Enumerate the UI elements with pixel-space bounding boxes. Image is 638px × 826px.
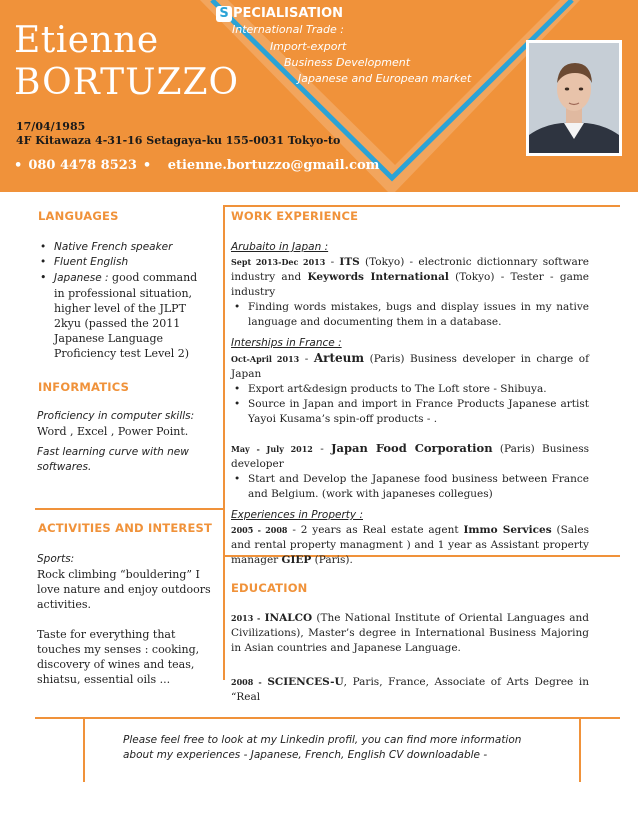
school-sciences: SCIENCES-U <box>267 676 344 688</box>
sports-text: Rock climbing “bouldering” I love nature and enjoy outdoors activities. <box>37 568 211 611</box>
sciences-text: , Paris, France, Associate of Arts Degree in “Real <box>231 676 590 703</box>
first-name: Etienne <box>14 20 159 61</box>
phone-number[interactable]: 080 4478 8523 <box>28 158 137 173</box>
jfc-date: May - July 2012 <box>231 444 313 454</box>
company-jfc: Japan Food Corporation <box>331 441 493 455</box>
list-item: • Source in Japan and import in France Products Japanese artist Yayoi Kusama’s spin-off products - . <box>231 397 589 427</box>
japanese-text: good command in professional situation, higher level of the JLPT 2kyu (passed the 2011 Japanese Language Proficiency test Level 2) <box>54 271 198 360</box>
japan-label: Arubaito in Japan : <box>231 241 329 253</box>
property-text: - 2 years as Real estate agent <box>287 524 464 536</box>
last-name: BORTUZZO <box>14 62 240 103</box>
japan-date: Sept 2013-Dec 2013 <box>231 257 326 267</box>
divider <box>35 717 620 719</box>
company-arteum: Arteum <box>313 351 365 365</box>
skills-label: Proficiency in computer skills: <box>37 410 195 422</box>
languages-title: LANGUAGES <box>38 209 119 223</box>
property-text: (Paris). <box>311 554 353 566</box>
specialisation-item: Import-export <box>270 40 347 53</box>
education-content <box>231 611 589 705</box>
header-banner <box>0 0 638 192</box>
separator: - <box>299 353 314 365</box>
sciences-date: 2008 - <box>231 677 262 687</box>
property-text: (Sales and rental property managment ) and 1 year as Assistant property manager <box>231 524 589 566</box>
learning-text: Fast learning curve with new softwares. <box>37 446 189 473</box>
footer-note <box>123 733 543 763</box>
work-content <box>231 240 589 568</box>
japan-text: (Tokyo) - Tester - game industry <box>231 271 589 298</box>
list-item: • Start and Develop the Japanese food business between France and Belgium. (work with japaneses collegues) <box>231 472 589 502</box>
education-title: EDUCATION <box>231 581 308 595</box>
footer-line: about my experiences - Japanese, French, English CV downloadable - <box>123 749 488 761</box>
birth-date: 17/04/1985 <box>16 120 86 133</box>
footer-line: Please feel free to look at my Linkedin profil, you can find more information <box>123 734 522 746</box>
column-divider <box>223 205 225 680</box>
separator: - <box>312 443 332 455</box>
japanese-label: Japanese : <box>54 272 109 284</box>
company-immo: Immo Services <box>463 524 552 536</box>
specialisation-item: Business Development <box>284 56 411 69</box>
work-title: WORK EXPERIENCE <box>231 209 359 223</box>
activities-title: ACTIVITIES AND INTEREST <box>38 521 213 535</box>
bullet: • <box>142 158 152 173</box>
jfc-text: (Paris) Business developer <box>231 443 590 470</box>
address: 4F Kitawaza 4-31-16 Setagaya-ku 155-0031 Tokyo-to <box>16 134 341 147</box>
property-label: Experiences in Property : <box>231 509 363 521</box>
informatics-title: INFORMATICS <box>38 380 130 394</box>
school-inalco: INALCO <box>264 612 313 624</box>
contact-line <box>14 158 385 173</box>
specialisation-title-rest: PECIALISATION <box>233 6 344 21</box>
informatics-content <box>37 409 212 475</box>
property-date: 2005 - 2008 <box>231 525 288 535</box>
separator: - <box>325 256 340 268</box>
skills-text: Word , Excel , Power Point. <box>37 425 189 438</box>
taste-text: Taste for everything that touches my senses : cooking, discovery of wines and teas, shiatsu, essential oils ... <box>37 628 200 686</box>
list-item: • Finding words mistakes, bugs and display issues in my native language and documenting them in a database. <box>231 300 589 330</box>
company-giep: GIEP <box>281 554 312 566</box>
inalco-date: 2013 - <box>231 613 261 623</box>
email-link[interactable]: etienne.bortuzzo@gmail.com <box>167 158 380 173</box>
portrait-photo <box>526 40 622 156</box>
divider <box>35 508 223 510</box>
specialisation-initial: S <box>216 6 232 22</box>
arteum-date: Oct-April 2013 <box>231 354 300 364</box>
specialisation-item: Japanese and European market <box>298 72 472 85</box>
list-item: • Export art&design products to The Loft store - Shibuya. <box>231 382 589 397</box>
company-its: ITS <box>339 256 360 268</box>
sports-label: Sports: <box>37 553 75 565</box>
france-label: Interships in France : <box>231 337 342 349</box>
activities-content <box>37 552 212 687</box>
inalco-text: (The National Institute of Oriental Languages and Civilizations), Master’s degree in International Business Majoring in Asian countries and Japanese Language. <box>231 612 589 654</box>
languages-list <box>37 240 207 361</box>
footer-divider <box>579 717 581 782</box>
bullet: • <box>14 158 23 173</box>
arteum-text: (Paris) Business developer in charge of Japan <box>231 353 590 380</box>
portrait-photo-icon <box>529 43 619 153</box>
list-item <box>37 270 207 361</box>
japan-text: (Tokyo) - electronic dictionnary software industry and <box>231 256 589 283</box>
specialisation-title <box>216 6 343 22</box>
specialisation-item: International Trade : <box>232 23 344 36</box>
company-keywords: Keywords International <box>307 271 449 283</box>
divider <box>223 205 620 207</box>
footer-divider <box>83 717 85 782</box>
list-item: • Fluent English <box>37 255 207 270</box>
list-item: • Native French speaker <box>37 240 207 255</box>
